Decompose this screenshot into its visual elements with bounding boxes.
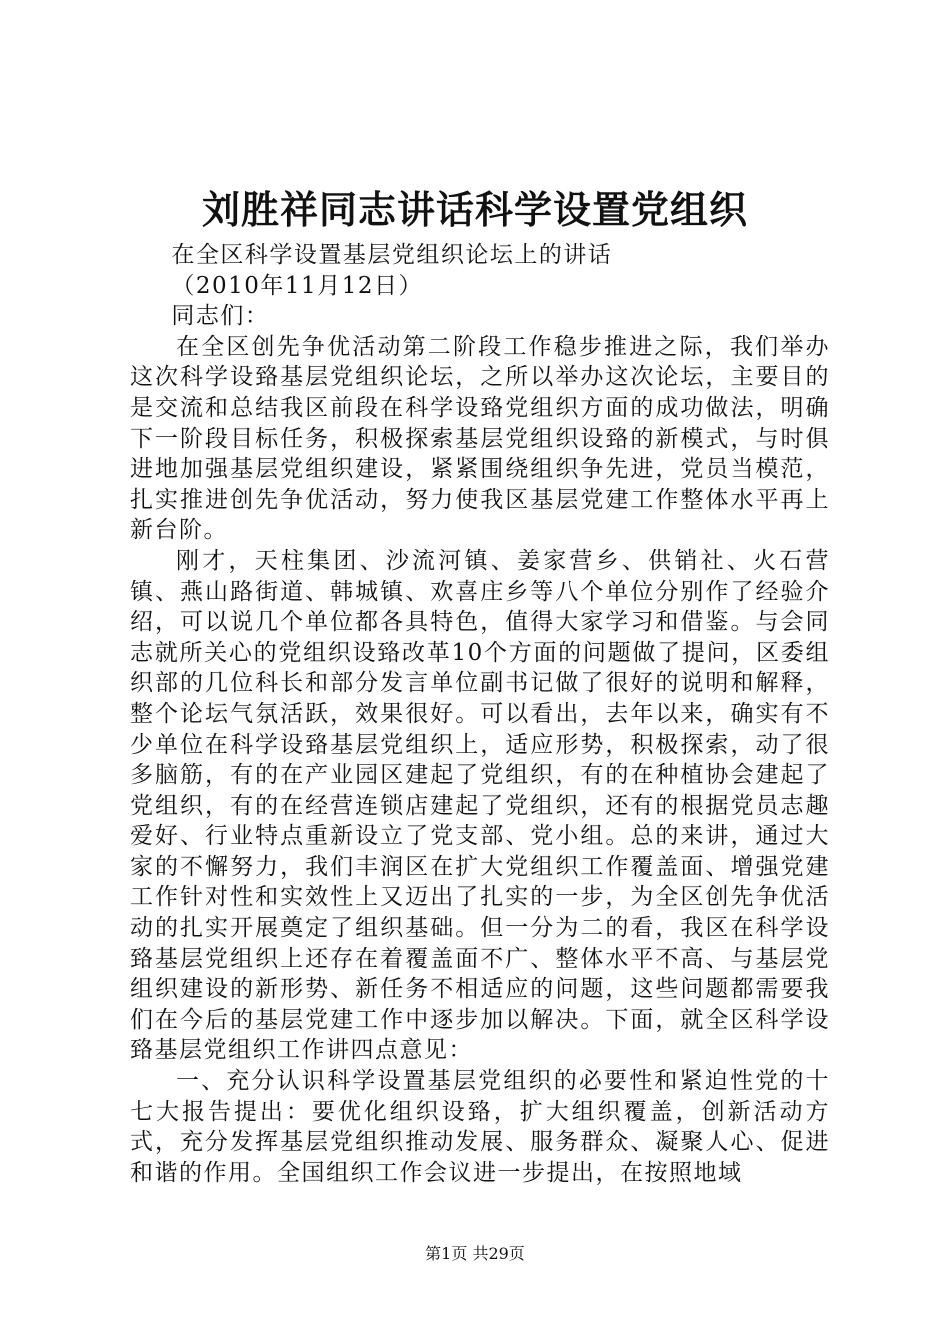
- document-subtitle: 在全区科学设置基层党组织论坛上的讲话: [171, 242, 613, 268]
- document-body: [130, 240, 830, 1188]
- document-date: （2010年11月12日）: [171, 272, 423, 299]
- page-number: 第1页 共29页: [425, 1244, 525, 1263]
- document-title: 刘胜祥同志讲话科学设置党组织: [201, 187, 748, 232]
- salutation: 同志们：: [171, 303, 270, 330]
- paragraph-2: 刚才，天柱集团、沙流河镇、姜家营乡、供销社、火石营镇、燕山路街道、韩城镇、欢喜庄乡等八个单位分别作了经验介绍，可以说几个单位都各具特色，值得大家学习和借鉴。与会同志就所关心的党组织设臵改革10个方面的问题做了提问，区委组织部的几位科长和部分发言单位副书记做了很好的说明和解释，整个论坛气氛活跃，效果很好。可以看出，去年以来，确实有不少单位在科学设臵基层党组织上，适应形势，积极探索，动了很多脑筋，有的在产业园区建起了党组织，有的在种植协会建起了党组织，有的在经营连锁店建起了党组织，还有的根据党员志趣爱好、行业特点重新设立了党支部、党小组。总的来讲，通过大家的不懈努力，我们丰润区在扩大党组织工作覆盖面、增强党建工作针对性和实效性上又迈出了扎实的一步，为全区创先争优活动的扎实开展奠定了组织基础。但一分为二的看，我区在科学设臵基层党组织上还存在着覆盖面不广、整体水平不高、与基层党组织建设的新形势、新任务不相适应的问题，这些问题都需要我们在今后的基层党建工作中逐步加以解决。下面，就全区科学设臵基层党组织工作讲四点意见：: [130, 547, 830, 1064]
- paragraph-3: 一、充分认识科学设置基层党组织的必要性和紧迫性党的十七大报告提出：要优化组织设臵，扩大组织覆盖，创新活动方式，充分发挥基层党组织推动发展、服务群众、凝聚人心、促进和谐的作用。全国组织工作会议进一步提出，在按照地域: [130, 1068, 830, 1186]
- paragraph-1: 在全区创先争优活动第二阶段工作稳步推进之际，我们举办这次科学设臵基层党组织论坛，之所以举办这次论坛，主要目的是交流和总结我区前段在科学设臵党组织方面的成功做法，明确下一阶段目标任务，积极探索基层党组织设臵的新模式，与时俱进地加强基层党组织建设，紧紧围绕组织争先进，党员当模范，扎实推进创先争优活动，努力使我区基层党建工作整体水平再上新台阶。: [130, 333, 830, 544]
